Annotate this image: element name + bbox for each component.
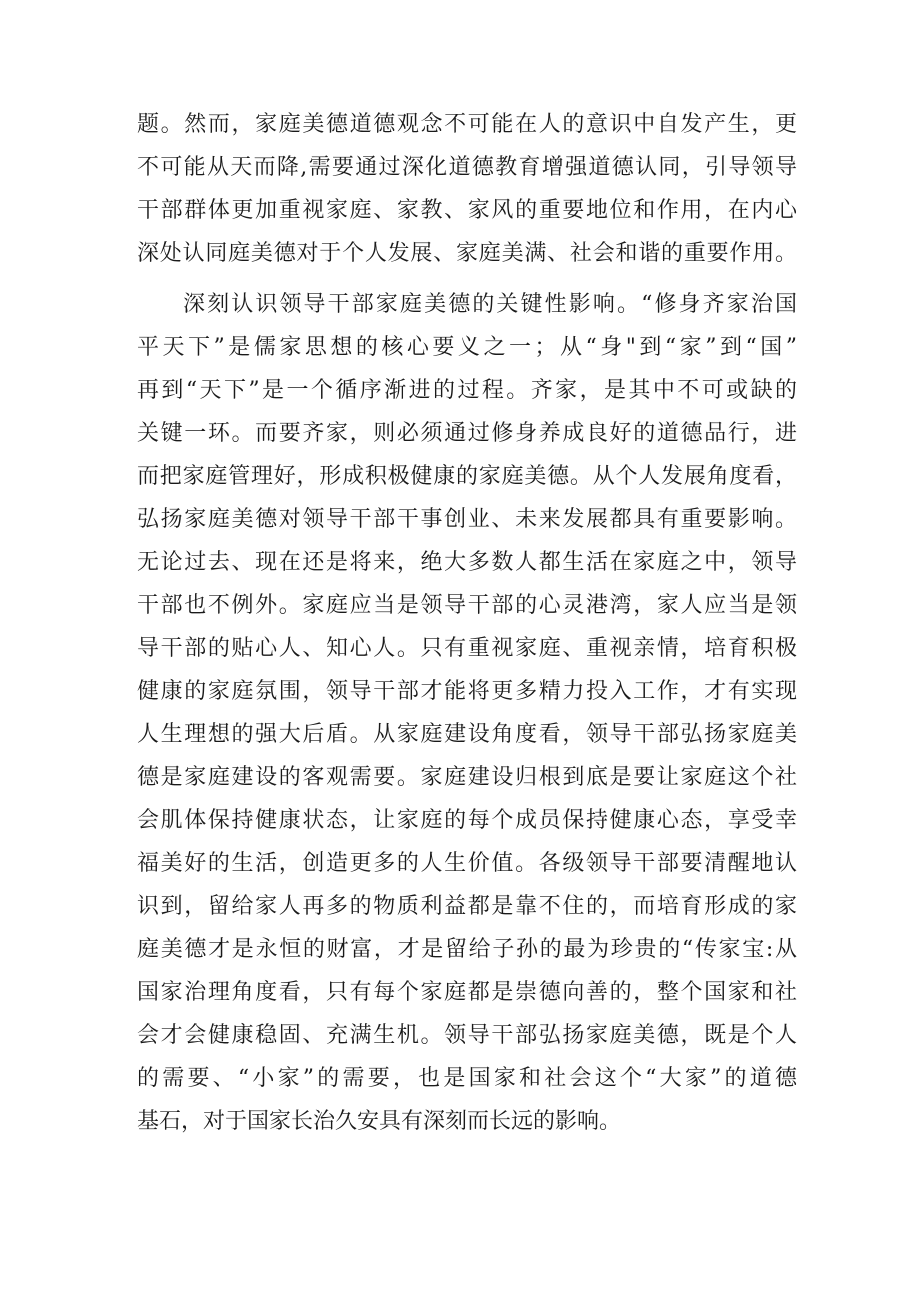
text-line: 无论过去、现在还是将来，绝大多数人都生活在家庭之中，领导 (137, 550, 797, 575)
text-line: 会肌体保持健康状态，让家庭的每个成员保持健康心态，享受幸 (137, 808, 797, 833)
text-line: 弘扬家庭美德对领导干部干事创业、未来发展都具有重要影响。 (137, 507, 797, 532)
text-line: 干部群体更加重视家庭、家教、家风的重要地位和作用，在内心 (137, 198, 797, 223)
text-line: 健康的家庭氛围，领导干部才能将更多精力投入工作，才有实现 (137, 679, 797, 704)
text-line: 识到，留给家人再多的物质利益都是靠不住的，而培育形成的家 (137, 894, 797, 919)
text-line: 福美好的生活，创造更多的人生价值。各级领导干部要清醒地认 (137, 851, 797, 876)
text-line: 深处认同庭美德对于个人发展、家庭美满、社会和谐的重要作用。 (137, 241, 797, 266)
text-line: 再到“天下”是一个循序渐进的过程。齐家，是其中不可或缺的 (137, 378, 797, 403)
text-line: 不可能从天而降,需要通过深化道德教育增强道德认同，引导领导 (137, 155, 797, 180)
text-line: 会才会健康稳固、充满生机。领导干部弘扬家庭美德，既是个人 (137, 1023, 797, 1048)
text-line: 国家治理角度看，只有每个家庭都是崇德向善的，整个国家和社 (137, 980, 797, 1005)
text-line: 人生理想的强大后盾。从家庭建设角度看，领导干部弘扬家庭美 (137, 722, 797, 747)
text-line: 干部也不例外。家庭应当是领导干部的心灵港湾，家人应当是领 (137, 593, 797, 618)
text-line: 平天下”是儒家思想的核心要义之一；从“身"到“家”到“国” (137, 335, 797, 360)
text-line: 的需要、“小家”的需要，也是国家和社会这个“大家”的道德 (137, 1066, 797, 1091)
text-line: 庭美德才是永恒的财富，才是留给子孙的最为珍贵的“传家宝:从 (137, 937, 797, 962)
text-line: 而把家庭管理好，形成积极健康的家庭美德。从个人发展角度看， (137, 464, 797, 489)
text-line: 深刻认识领导干部家庭美德的关键性影响。“修身齐家治国 (183, 292, 797, 317)
text-line: 德是家庭建设的客观需要。家庭建设归根到底是要让家庭这个社 (137, 765, 797, 790)
text-line: 关键一环。而要齐家，则必须通过修身养成良好的道德品行，进 (137, 421, 797, 446)
text-line: 基石，对于国家长治久安具有深刻而长远的影响。 (137, 1109, 622, 1134)
text-line: 导干部的贴心人、知心人。只有重视家庭、重视亲情，培育积极 (137, 636, 797, 661)
text-line: 题。然而，家庭美德道德观念不可能在人的意识中自发产生，更 (137, 112, 797, 137)
